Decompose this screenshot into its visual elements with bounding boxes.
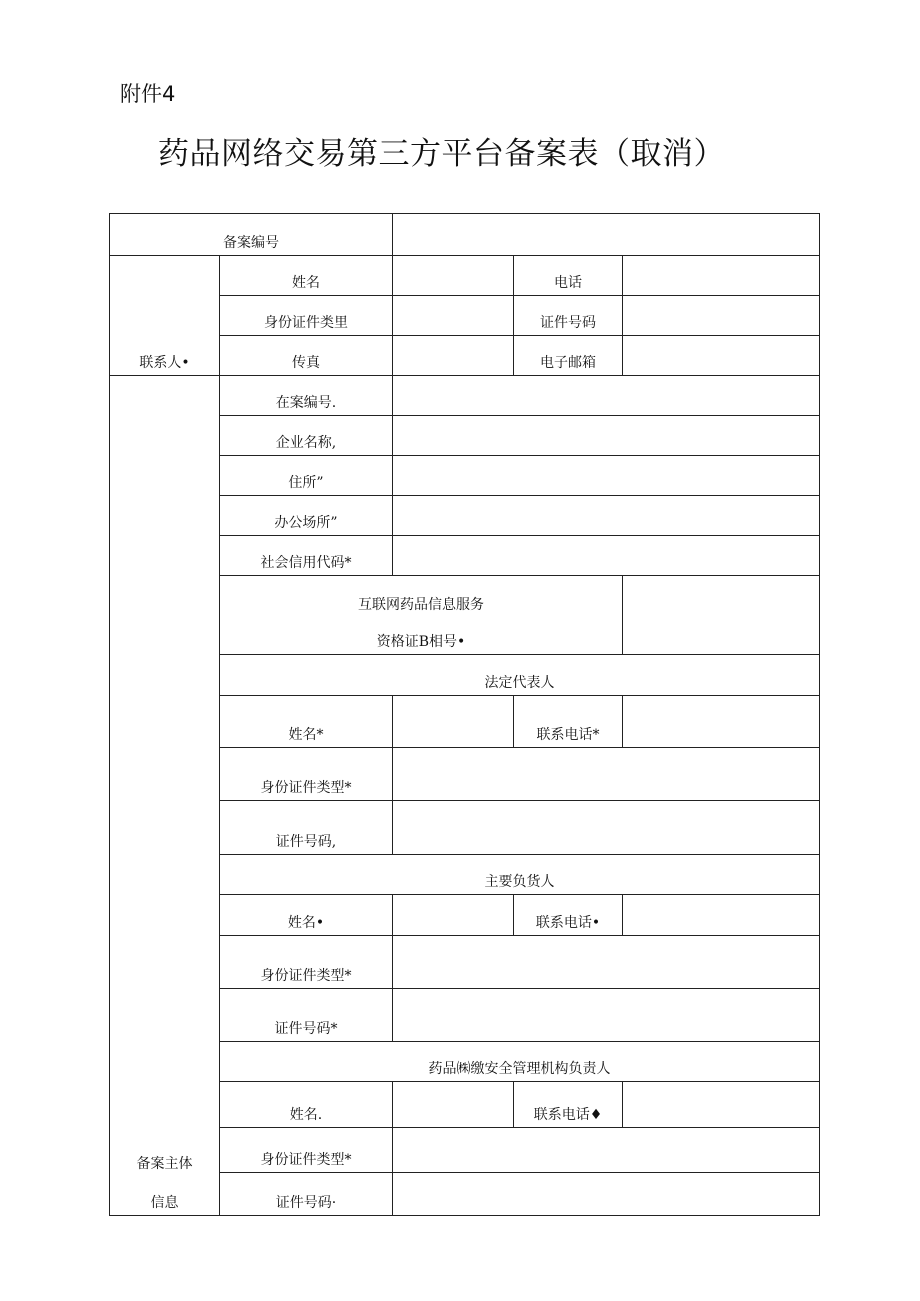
quality-name-value[interactable] xyxy=(393,1082,514,1128)
office-label: 办公场所” xyxy=(220,496,393,536)
contact-phone-value[interactable] xyxy=(623,256,820,296)
principal-name-value[interactable] xyxy=(393,895,514,936)
subject-group-label-line1: 备案主体 xyxy=(136,1156,193,1173)
subject-group-label-line2: 信息 xyxy=(150,1195,179,1212)
legal-rep-header: 法定代表人 xyxy=(220,655,820,696)
contact-group-label: 联系人• xyxy=(110,256,220,376)
contact-id-number-value[interactable] xyxy=(623,296,820,336)
contact-id-type-label: 身份证件类里 xyxy=(220,296,393,336)
quality-id-type-value[interactable] xyxy=(393,1128,820,1173)
residence-value[interactable] xyxy=(393,456,820,496)
quality-header: 药品㈱缴安全管理机构负责人 xyxy=(220,1042,820,1082)
legal-rep-id-number-label: 证件号码, xyxy=(220,801,393,855)
contact-fax-label: 传真 xyxy=(220,336,393,376)
office-value[interactable] xyxy=(393,496,820,536)
license-label-line1: 互联网药品信息服务 xyxy=(358,597,484,614)
company-name-label: 企业名称, xyxy=(220,416,393,456)
license-label-line2: 资格证B相号• xyxy=(376,634,466,651)
quality-id-number-label: 证件号码· xyxy=(220,1173,393,1216)
contact-name-value[interactable] xyxy=(393,256,514,296)
contact-fax-value[interactable] xyxy=(393,336,514,376)
record-number-label: 备案编号 xyxy=(110,214,393,256)
quality-name-label: 姓名. xyxy=(220,1082,393,1128)
legal-rep-phone-value[interactable] xyxy=(623,696,820,748)
existing-record-no-value[interactable] xyxy=(393,376,820,416)
record-number-value[interactable] xyxy=(393,214,820,256)
principal-phone-label: 联系电话• xyxy=(514,895,623,936)
license-value[interactable] xyxy=(623,576,820,655)
page-title: 药品网络交易第三方平台备案表（取消） xyxy=(158,136,725,172)
legal-rep-id-type-label: 身份证件类型* xyxy=(220,748,393,801)
contact-email-label: 电子邮箱 xyxy=(514,336,623,376)
principal-id-type-label: 身份证件类型* xyxy=(220,936,393,989)
contact-id-number-label: 证件号码 xyxy=(514,296,623,336)
contact-id-type-value[interactable] xyxy=(393,296,514,336)
subject-group-label xyxy=(110,376,220,1216)
filing-form-table xyxy=(109,213,820,1216)
contact-email-value[interactable] xyxy=(623,336,820,376)
attachment-label: 附件4 xyxy=(120,82,176,106)
legal-rep-name-label: 姓名* xyxy=(220,696,393,748)
legal-rep-name-value[interactable] xyxy=(393,696,514,748)
principal-phone-value[interactable] xyxy=(623,895,820,936)
quality-id-number-value[interactable] xyxy=(393,1173,820,1216)
existing-record-no-label: 在案编号. xyxy=(220,376,393,416)
legal-rep-id-type-value[interactable] xyxy=(393,748,820,801)
credit-code-label: 社会信用代码* xyxy=(220,536,393,576)
company-name-value[interactable] xyxy=(393,416,820,456)
quality-id-type-label: 身份证件类型* xyxy=(220,1128,393,1173)
legal-rep-phone-label: 联系电话* xyxy=(514,696,623,748)
contact-phone-label: 电话 xyxy=(514,256,623,296)
principal-id-type-value[interactable] xyxy=(393,936,820,989)
quality-phone-value[interactable] xyxy=(623,1082,820,1128)
license-label xyxy=(220,576,623,655)
contact-name-label: 姓名 xyxy=(220,256,393,296)
principal-id-number-value[interactable] xyxy=(393,989,820,1042)
quality-phone-label: 联系电话♦ xyxy=(514,1082,623,1128)
residence-label: 住所” xyxy=(220,456,393,496)
principal-header: 主要负货人 xyxy=(220,855,820,895)
legal-rep-id-number-value[interactable] xyxy=(393,801,820,855)
principal-id-number-label: 证件号码* xyxy=(220,989,393,1042)
principal-name-label: 姓名• xyxy=(220,895,393,936)
credit-code-value[interactable] xyxy=(393,536,820,576)
